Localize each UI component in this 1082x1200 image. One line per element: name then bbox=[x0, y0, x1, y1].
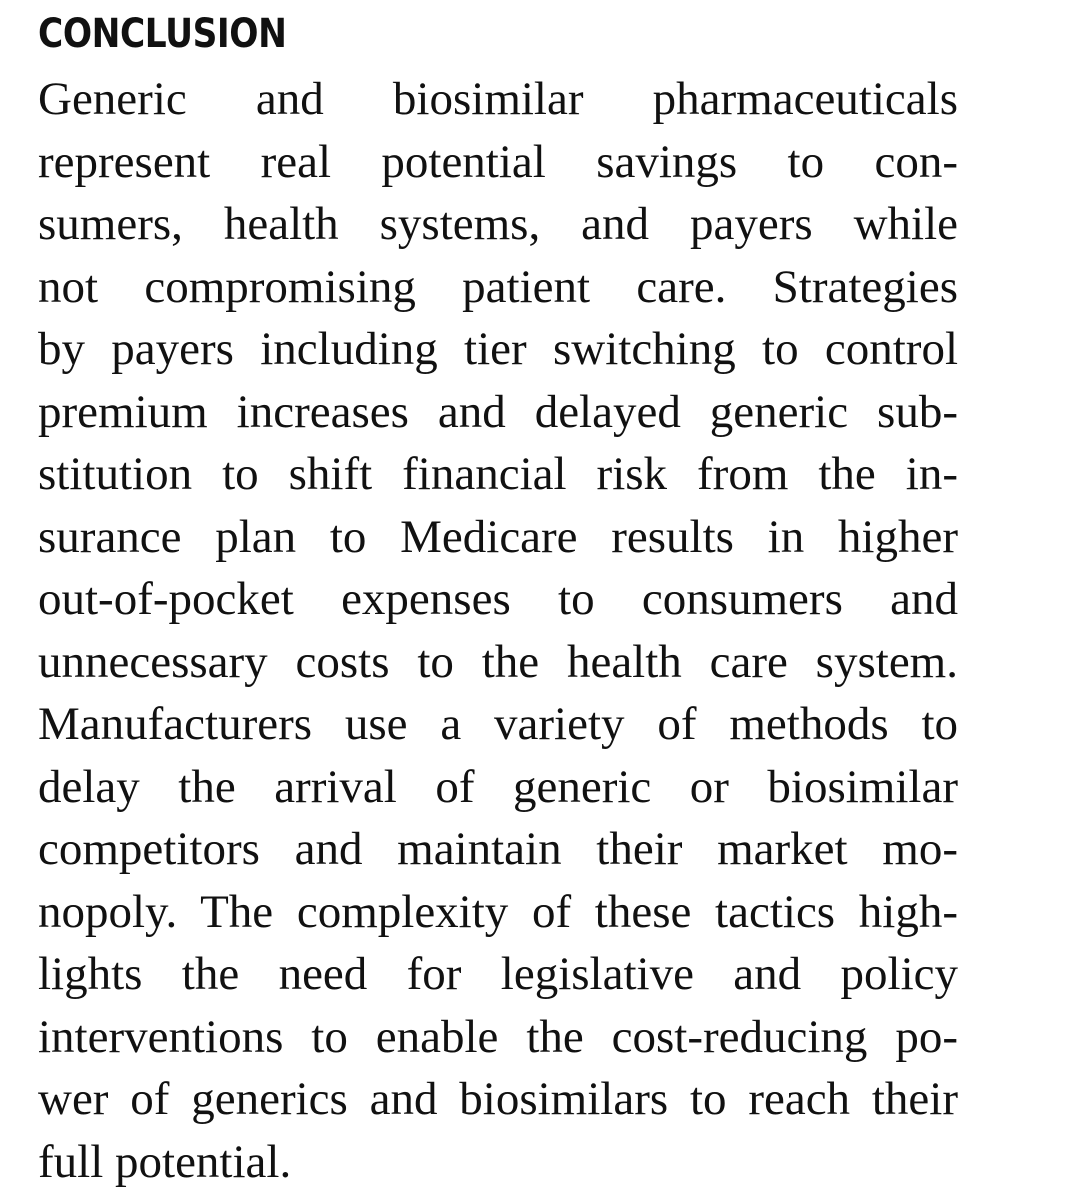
conclusion-paragraph bbox=[38, 68, 958, 1193]
paragraph-line: by payers including tier switching to control bbox=[38, 323, 958, 375]
paragraph-line: unnecessary costs to the health care system. bbox=[38, 635, 958, 688]
paragraph-line: full potential. bbox=[38, 1135, 292, 1188]
paragraph-line: sumers, health systems, and payers while bbox=[38, 198, 958, 250]
paragraph-line: not compromising patient care. Strategies bbox=[38, 260, 958, 313]
section-heading: CONCLUSION bbox=[38, 11, 287, 57]
paragraph-line: stitution to shift financial risk from the in- bbox=[38, 448, 958, 500]
paragraph-line: competitors and maintain their market mo- bbox=[38, 823, 958, 875]
paragraph-line: nopoly. The complexity of these tactics high- bbox=[38, 885, 958, 938]
paragraph-line: surance plan to Medicare results in higher bbox=[38, 510, 958, 563]
paragraph-line: represent real potential savings to con- bbox=[38, 135, 958, 188]
paragraph-line: lights the need for legislative and policy bbox=[38, 948, 958, 1000]
paragraph-line: delay the arrival of generic or biosimilar bbox=[38, 760, 958, 813]
paragraph-line: premium increases and delayed generic sub- bbox=[38, 385, 958, 438]
paragraph-line: interventions to enable the cost-reducing po- bbox=[38, 1010, 958, 1063]
paragraph-line: Generic and biosimilar pharmaceuticals bbox=[38, 73, 958, 125]
paragraph-line: out-of-pocket expenses to consumers and bbox=[38, 573, 958, 625]
paragraph-line: Manufacturers use a variety of methods to bbox=[38, 698, 958, 750]
paragraph-line: wer of generics and biosimilars to reach their bbox=[38, 1073, 958, 1125]
